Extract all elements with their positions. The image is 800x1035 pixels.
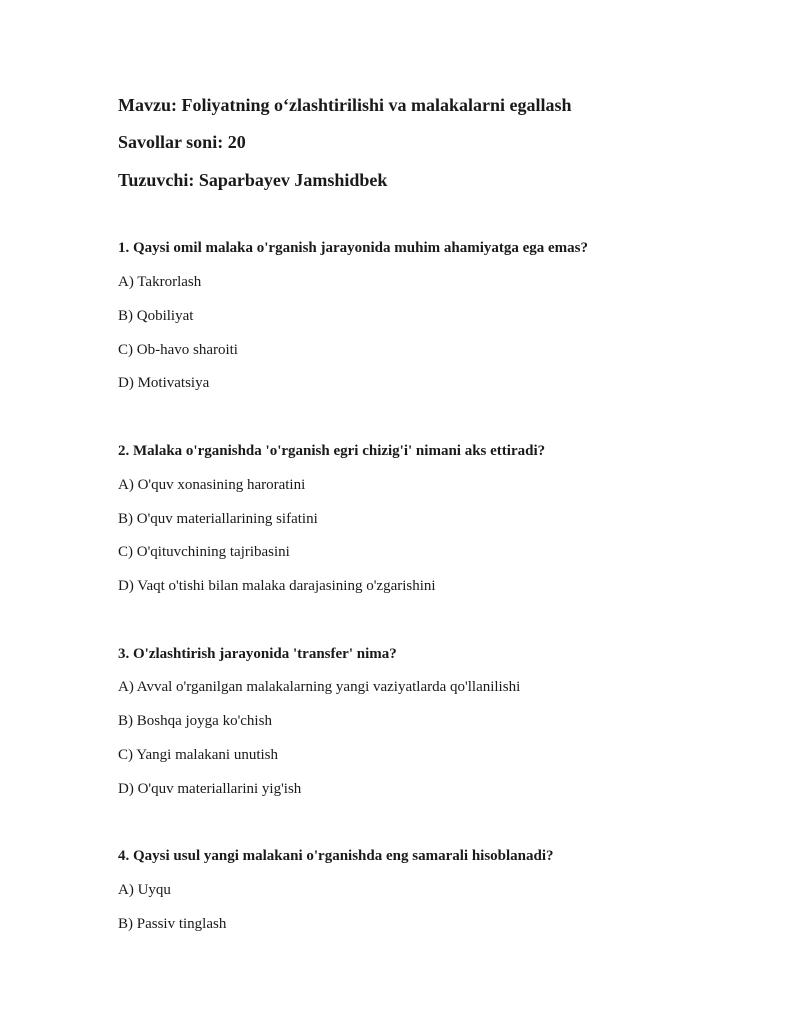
question-1-option-c: C) Ob-havo sharoiti [118, 342, 238, 358]
question-3-option-d: D) O'quv materiallarini yig'ish [118, 781, 302, 797]
question-1-option-a: A) Takrorlash [118, 274, 202, 290]
question-2: 2. Malaka o'rganishda 'o'rganish egri chizig'i' nimani aks ettiradi? [118, 443, 546, 459]
question-2-option-c: C) O'qituvchining tajribasini [118, 544, 290, 560]
question-3-option-a: A) Avval o'rganilgan malakalarning yangi vaziyatlarda qo'llanilishi [118, 679, 521, 695]
question-3-option-c: C) Yangi malakani unutish [118, 747, 278, 763]
question-2-option-a: A) O'quv xonasining haroratini [118, 477, 306, 493]
question-4: 4. Qaysi usul yangi malakani o'rganishda eng samarali hisoblanadi? [118, 848, 554, 864]
question-4-option-b: B) Passiv tinglash [118, 916, 227, 932]
topic-heading: Mavzu: Foliyatning o‘zlashtirilishi va malakalarni egallash [118, 95, 572, 115]
author-heading: Tuzuvchi: Saparbayev Jamshidbek [118, 170, 388, 190]
question-4-option-a: A) Uyqu [118, 882, 171, 898]
question-1-option-b: B) Qobiliyat [118, 308, 194, 324]
question-1: 1. Qaysi omil malaka o'rganish jarayonida muhim ahamiyatga ega emas? [118, 240, 589, 256]
question-3-option-b: B) Boshqa joyga ko'chish [118, 713, 272, 729]
question-count-heading: Savollar soni: 20 [118, 132, 246, 152]
question-2-option-d: D) Vaqt o'tishi bilan malaka darajasining o'zgarishini [118, 578, 436, 594]
question-1-option-d: D) Motivatsiya [118, 375, 210, 391]
question-2-option-b: B) O'quv materiallarining sifatini [118, 511, 318, 527]
question-3: 3. O'zlashtirish jarayonida 'transfer' nima? [118, 646, 397, 662]
